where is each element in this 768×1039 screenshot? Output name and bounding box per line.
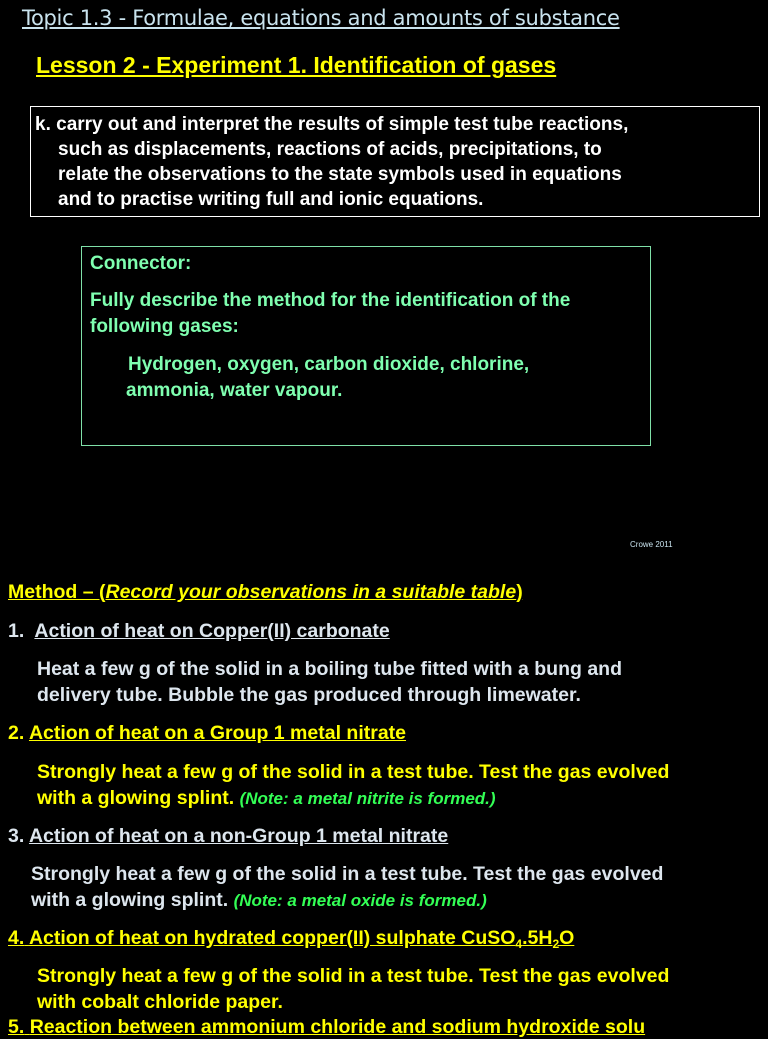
step-3-note: (Note: a metal oxide is formed.) — [233, 891, 487, 910]
step-2-heading — [8, 722, 406, 745]
connector-prompt-line: following gases: — [90, 316, 239, 337]
connector-title: Connector: — [90, 253, 192, 274]
spec-line: and to practise writing full and ionic equations. — [58, 189, 484, 210]
spec-line: relate the observations to the state symbols used in equations — [58, 164, 622, 185]
method-heading-prefix: Method – ( — [8, 581, 106, 603]
connector-gas-line: Hydrogen, oxygen, carbon dioxide, chlorine, — [128, 354, 530, 375]
step-2-line — [37, 787, 496, 810]
step-title: Reaction between ammonium chloride and sodium hydroxide solu — [29, 1016, 646, 1038]
step-5-heading — [8, 1016, 645, 1039]
step-4-line: Strongly heat a few g of the solid in a test tube. Test the gas evolved — [37, 965, 670, 987]
step-title-mid: .5H — [522, 927, 553, 949]
step-4-heading — [8, 927, 574, 950]
method-heading-italic: Record your observations in a suitable table — [105, 581, 517, 603]
step-4-line: with cobalt chloride paper. — [37, 991, 283, 1013]
method-heading-suffix: ) — [516, 581, 523, 603]
step-2-line: Strongly heat a few g of the solid in a test tube. Test the gas evolved — [37, 761, 670, 783]
credit-text: Crowe 2011 — [630, 540, 673, 549]
step-title: Action of heat on a Group 1 metal nitrate — [28, 722, 407, 744]
step-3-text: with a glowing splint. — [31, 889, 229, 911]
lesson-title: Lesson 2 - Experiment 1. Identification of gases — [36, 52, 557, 78]
step-3-line — [31, 889, 487, 912]
step-3-heading — [8, 825, 448, 848]
step-number: 2. — [8, 722, 25, 744]
formula-subscript: 4 — [515, 937, 523, 951]
step-1-line: Heat a few g of the solid in a boiling tube fitted with a bung and — [37, 658, 622, 680]
step-2-note: (Note: a metal nitrite is formed.) — [239, 789, 496, 808]
step-3-line: Strongly heat a few g of the solid in a test tube. Test the gas evolved — [31, 863, 664, 885]
connector-prompt-line: Fully describe the method for the identification of the — [90, 290, 571, 311]
step-number: 1. — [8, 620, 25, 642]
step-number: 4. — [8, 927, 25, 949]
step-title: Action of heat on hydrated copper(II) sulphate CuSO — [28, 927, 516, 949]
step-2-text: with a glowing splint. — [37, 787, 235, 809]
step-title: Action of heat on Copper(II) carbonate — [34, 620, 390, 642]
step-number: 5. — [8, 1016, 25, 1038]
connector-box — [81, 246, 651, 446]
spec-line: such as displacements, reactions of acids, precipitations, to — [58, 139, 602, 160]
spec-line: k. carry out and interpret the results of simple test tube reactions, — [35, 114, 629, 135]
formula-subscript: 2 — [552, 937, 560, 951]
connector-gas-line: ammonia, water vapour. — [126, 380, 343, 401]
step-1-heading — [8, 620, 390, 643]
specification-box — [30, 106, 760, 217]
topic-title: Topic 1.3 - Formulae, equations and amounts of substance — [22, 6, 620, 30]
step-title-suffix: O — [559, 927, 575, 949]
step-1-line: delivery tube. Bubble the gas produced through limewater. — [37, 684, 581, 706]
step-title: Action of heat on a non-Group 1 metal nitrate — [28, 825, 449, 847]
method-heading — [8, 581, 523, 604]
step-number: 3. — [8, 825, 25, 847]
